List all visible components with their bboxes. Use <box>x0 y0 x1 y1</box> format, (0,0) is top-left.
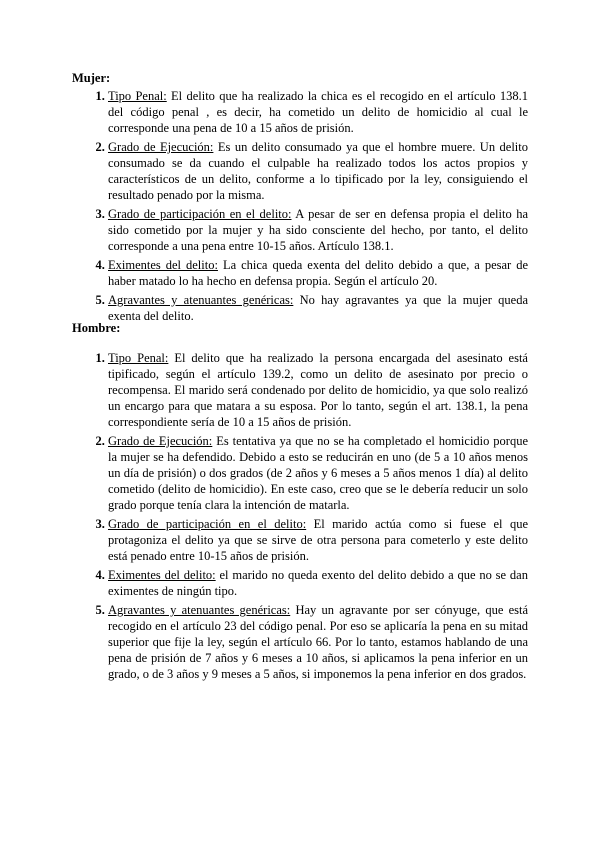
item-term: Eximentes del delito: <box>108 258 218 272</box>
item-term: Grado de participación en el delito: <box>108 207 292 221</box>
list-item <box>108 206 528 254</box>
item-text: A pesar de ser en defensa propia el delito ha sido cometido por la mujer y ha sido consciente del hecho, por tanto, el delito corresponde a una pena entre 10-15 años. Artículo 138.1. <box>108 207 528 253</box>
item-text: Hay un agravante por ser cónyuge, que está recogido en el artículo 23 del código penal. Por eso se aplicaría la pena en su mitad superior que fije la ley, según el artículo 66. Por lo tanto, estamos hablando de una pena de prisión de 7 años y 6 meses a 10 años, si aplicamos la pena inferior en un grado, o de 3 años y 9 meses a 5 años, si imponemos la pena inferior en dos grados. <box>108 603 529 681</box>
item-text: el marido no queda exento del delito debido a que no se dan eximentes de ningún tipo. <box>108 568 528 598</box>
item-text: La chica queda exenta del delito debido a que, a pesar de haber matado lo ha hecho en defensa propia. Según el artículo 20. <box>108 258 528 288</box>
item-text: Es tentativa ya que no se ha completado el homicidio porque la mujer se ha defendido. Debido a esto se reducirán en uno (de 5 a 10 años menos un día de prisión) o dos grados (de 2 años y 6 meses a 5 años menos 1 día) al delito cometido (delito de homicidio). En este caso, creo que se le debería reducir un solo grado porque tenía clara la intención de matarla. <box>108 434 529 512</box>
item-term: Grado de Ejecución: <box>108 140 214 154</box>
item-term: Agravantes y atenuantes genéricas: <box>108 603 291 617</box>
numbered-list-hombre <box>72 350 528 682</box>
item-text: Es un delito consumado ya que el hombre muere. Un delito consumado se da cuando el culpable ha realizado todos los actos propios y característicos de un delito, conforme a lo tipificado por la ley, consiguiendo el resultado penado por la misma. <box>108 140 528 202</box>
numbered-list-mujer <box>72 88 528 324</box>
list-item <box>108 567 528 599</box>
list-item <box>108 139 528 203</box>
list-item <box>108 88 528 136</box>
item-term: Eximentes del delito: <box>108 568 216 582</box>
section-heading-hombre: Hombre: <box>72 321 121 335</box>
item-text: El marido actúa como si fuese el que protagoniza el delito ya que se sirve de otra persona para cometerlo y este delito está penado entre 10-15 años de prisión. <box>108 517 528 563</box>
item-term: Tipo Penal: <box>108 89 167 103</box>
item-term: Grado de participación en el delito: <box>108 517 307 531</box>
item-term: Tipo Penal: <box>108 351 169 365</box>
list-item <box>108 433 528 513</box>
item-term: Grado de Ejecución: <box>108 434 213 448</box>
section-hombre <box>72 320 528 685</box>
section-mujer <box>72 70 528 327</box>
list-item <box>108 516 528 564</box>
section-heading-mujer: Mujer: <box>72 71 111 85</box>
item-text: El delito que ha realizado la chica es el recogido en el artículo 138.1 del código penal , es decir, ha cometido un delito de homicidio al cual le corresponde una pena de 10 a 15 años de prisión. <box>108 89 528 135</box>
list-item <box>108 350 528 430</box>
item-text: No hay agravantes ya que la mujer queda exenta del delito. <box>108 293 528 323</box>
item-term: Agravantes y atenuantes genéricas: <box>108 293 294 307</box>
list-item <box>108 257 528 289</box>
item-text: El delito que ha realizado la persona encargada del asesinato está tipificado, según el artículo 139.2, como un delito de asesinato por precio o recompensa. El marido será condenado por delito de homicidio, ya que solo realizó un encargo para que matara a su esposa. Por lo tanto, según el art. 138.1, la pena correspondiente sería de 10 a 15 años de prisión. <box>108 351 528 429</box>
list-item <box>108 602 528 682</box>
